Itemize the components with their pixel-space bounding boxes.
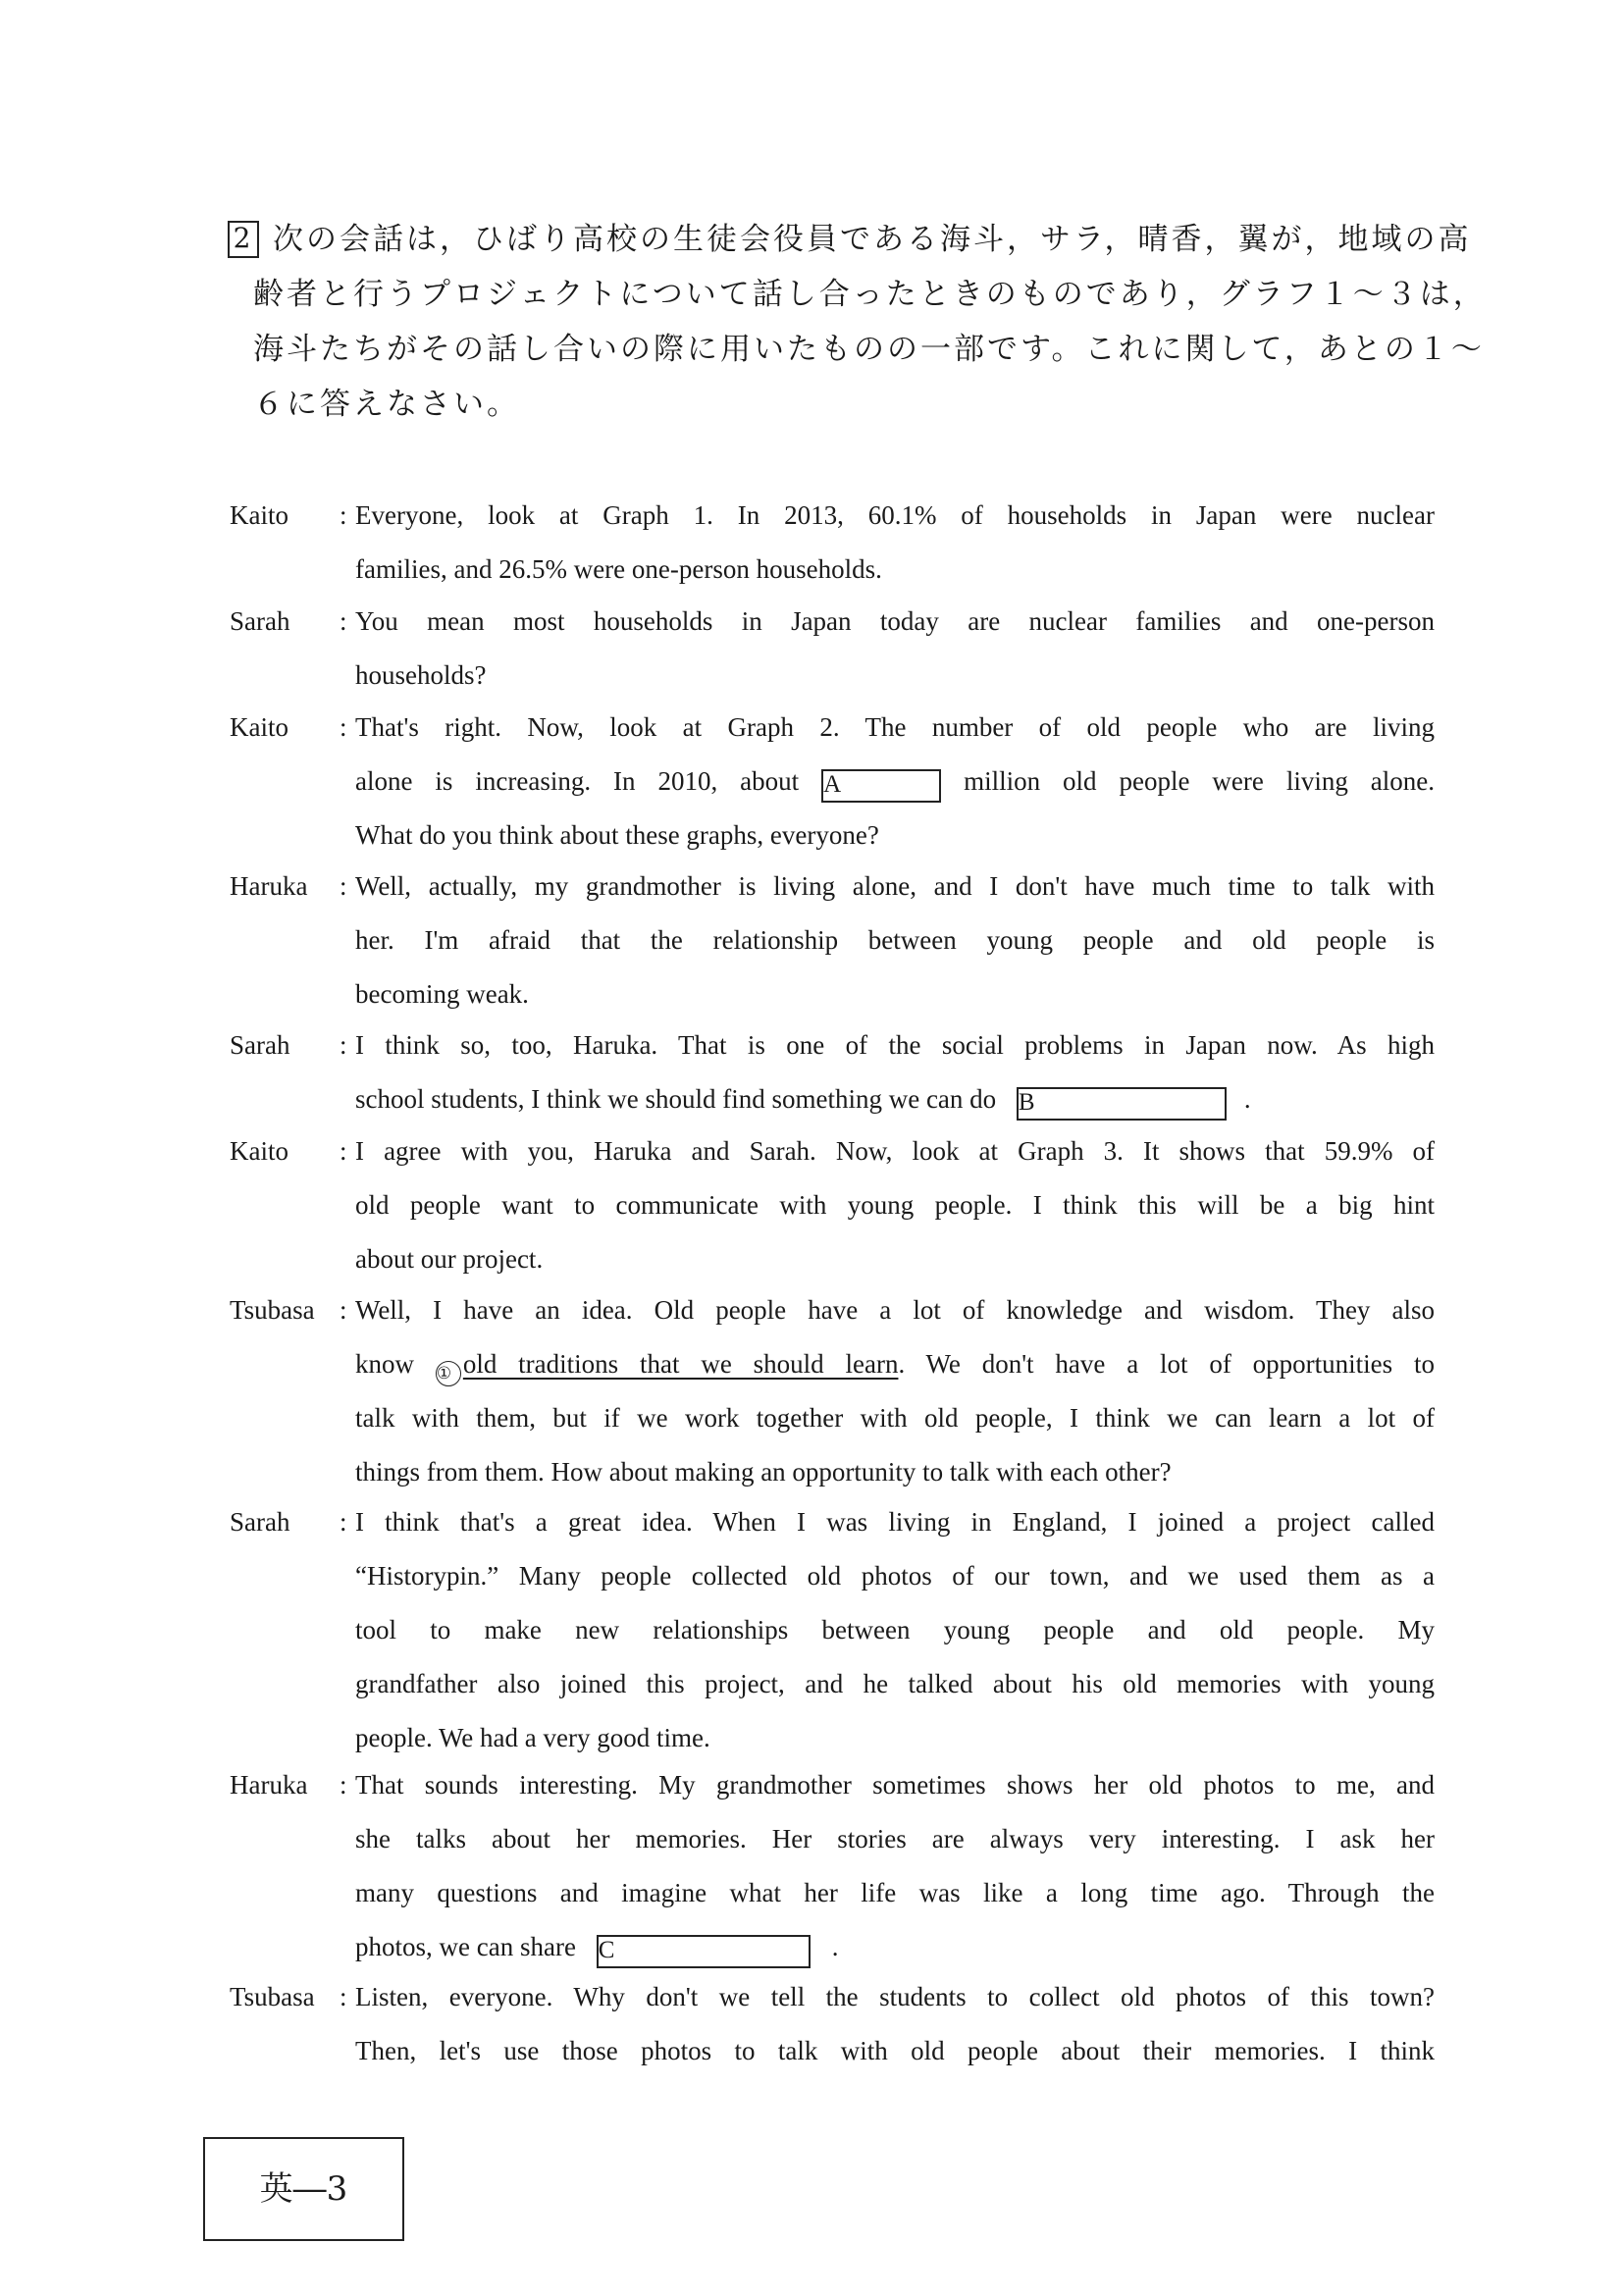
speaker-name: Haruka xyxy=(230,871,308,901)
dialogue-line: Listen, everyone. Why don't we tell the students to collect old photos of this town? xyxy=(355,1982,1435,2011)
answer-blank-c: C xyxy=(597,1935,811,1968)
dialogue-line: about our project. xyxy=(355,1244,544,1274)
page-label: 英―3 xyxy=(203,2137,404,2241)
intro-line: 海斗たちがその話し合いの際に用いたものの一部です。これに関して，あとの１～ xyxy=(253,332,1485,367)
exam-page: 2 次の会話は，ひばり高校の生徒会役員である海斗，サラ，晴香，翼が，地域の高 齢者と行うプロジェクトについて話し合ったときのものであり，グラフ１～３は， 海斗たちがその話し合いの際に用いたものの一部です。これに関して，あとの１～ ６に答えなさい。 Kaito : Everyone, look at Graph 1. In 2013, 60.1% of households in Japan were nuclear families, and 26.5% were one-person households. Sarah : You mean most households in Japan today are nuclear families and one-person households? Kaito : That's right. Now, look at Graph 2. The number of old people who are living alone is increasing. In 2010, about A million old people were living alone. What do you think about these graphs, everyone? Haruka : Well, actually, my grandmother is living alone, and I don't have much time to talk with her. I'm afraid that the relationship between young people and old people is becoming weak. Sarah : I think so, too, Haruka. That is one of the social problems in Japan now. As high school students, I think we should find something we can do B . Kaito : I agree with you, Haruka and Sarah. Now, look at Graph 3. It shows that 59.9% of old people want to communicate with young people. I think this will be a big hint about our project. Tsubasa : Well, I have an idea. Old people have a lot of knowledge and wisdom. They also know ① old traditions that we should learn. We don't have a lot of opportunities to talk with them, but if we work together with old people, I think we can learn a lot of things from them. How about making an opportunity to talk with each other? Sarah : I think that's a great idea. When I was living in England, I joined a project called “Historypin.” Many people collected old photos of our town, and we used them as a tool to make new relationships between young people and old people. My grandfather also joined this project, and he talked about his old memories with young people. We had a very good time. Haruka : That sounds interesting. My grandmother sometimes shows her old photos to me, and she talks about her memories. Her stories are always very interesting. I ask her many questions and imagine what her life was like a long time ago. Through the photos, we can share C . Tsubasa : Listen, everyone. Why don't we tell the students to collect old photos of this town? Then, let's use those photos to talk with old people about their memories. I think 英―3 xyxy=(0,0,1623,2296)
speaker-name: Kaito xyxy=(230,500,288,530)
dialogue-line-with-blank: alone is increasing. In 2010, about A million old people were living alone. xyxy=(355,755,1435,809)
dialogue-line: You mean most households in Japan today are nuclear families and one-person xyxy=(355,606,1435,636)
speaker-name: Sarah xyxy=(230,1507,290,1537)
dialogue-line: old people want to communicate with young people. I think this will be a big hint xyxy=(355,1190,1435,1220)
speaker-name: Haruka xyxy=(230,1770,308,1800)
speaker-name: Tsubasa xyxy=(230,1982,315,2011)
dialogue-line: households? xyxy=(355,660,487,690)
dialogue-line-with-blank: school students, I think we should find something we can do B . xyxy=(355,1072,1435,1126)
dialogue-line: I think so, too, Haruka. That is one of the social problems in Japan now. As high xyxy=(355,1030,1435,1060)
speaker-name: Sarah xyxy=(230,1030,290,1060)
dialogue-line: families, and 26.5% were one-person households. xyxy=(355,554,882,584)
dialogue-line: her. I'm afraid that the relationship between young people and old people is xyxy=(355,925,1435,955)
dialogue-line: she talks about her memories. Her stories are always very interesting. I ask her xyxy=(355,1824,1435,1853)
answer-blank-a: A xyxy=(821,769,941,803)
intro-line: 次の会話は，ひばり高校の生徒会役員である海斗，サラ，晴香，翼が，地域の高 xyxy=(273,222,1472,257)
speaker-name: Sarah xyxy=(230,606,290,636)
dialogue-line-with-blank: photos, we can share C . xyxy=(355,1920,1435,1974)
speaker-name: Tsubasa xyxy=(230,1295,315,1325)
dialogue-line: grandfather also joined this project, and he talked about his old memories with young xyxy=(355,1669,1435,1698)
intro-line: ６に答えなさい。 xyxy=(253,387,520,422)
dialogue-line: Everyone, look at Graph 1. In 2013, 60.1% of households in Japan were nuclear xyxy=(355,500,1435,530)
intro-line: 齢者と行うプロジェクトについて話し合ったときのものであり，グラフ１～３は， xyxy=(253,277,1487,312)
dialogue-line: people. We had a very good time. xyxy=(355,1723,710,1752)
dialogue-line: talk with them, but if we work together with old people, I think we can learn a lot of xyxy=(355,1403,1435,1433)
dialogue-line: things from them. How about making an opportunity to talk with each other? xyxy=(355,1457,1172,1487)
dialogue-line: I think that's a great idea. When I was living in England, I joined a project called xyxy=(355,1507,1435,1537)
dialogue-line: Then, let's use those photos to talk with old people about their memories. I think xyxy=(355,2036,1435,2065)
dialogue-line: That's right. Now, look at Graph 2. The number of old people who are living xyxy=(355,712,1435,742)
dialogue-line: “Historypin.” Many people collected old photos of our town, and we used them as a xyxy=(355,1561,1435,1591)
dialogue-line: Well, actually, my grandmother is living alone, and I don't have much time to talk with xyxy=(355,871,1435,901)
underline-marker: ① xyxy=(436,1361,461,1386)
dialogue-line: tool to make new relationships between young people and old people. My xyxy=(355,1615,1435,1644)
dialogue-line: Well, I have an idea. Old people have a lot of knowledge and wisdom. They also xyxy=(355,1295,1435,1325)
dialogue-line: I agree with you, Haruka and Sarah. Now, look at Graph 3. It shows that 59.9% of xyxy=(355,1136,1435,1166)
dialogue-line: many questions and imagine what her life was like a long time ago. Through the xyxy=(355,1878,1435,1907)
speaker-name: Kaito xyxy=(230,712,288,742)
dialogue-line: becoming weak. xyxy=(355,979,529,1009)
underlined-phrase: old traditions that we should learn xyxy=(462,1349,899,1379)
question-intro xyxy=(228,212,1487,432)
dialogue-line: That sounds interesting. My grandmother sometimes shows her old photos to me, and xyxy=(355,1770,1435,1800)
answer-blank-b: B xyxy=(1017,1087,1227,1121)
speaker-name: Kaito xyxy=(230,1136,288,1166)
question-number: 2 xyxy=(228,221,259,258)
dialogue-line: What do you think about these graphs, everyone? xyxy=(355,820,879,850)
dialogue-line-with-underline: know ① old traditions that we should learn. We don't have a lot of opportunities to xyxy=(355,1337,1435,1391)
